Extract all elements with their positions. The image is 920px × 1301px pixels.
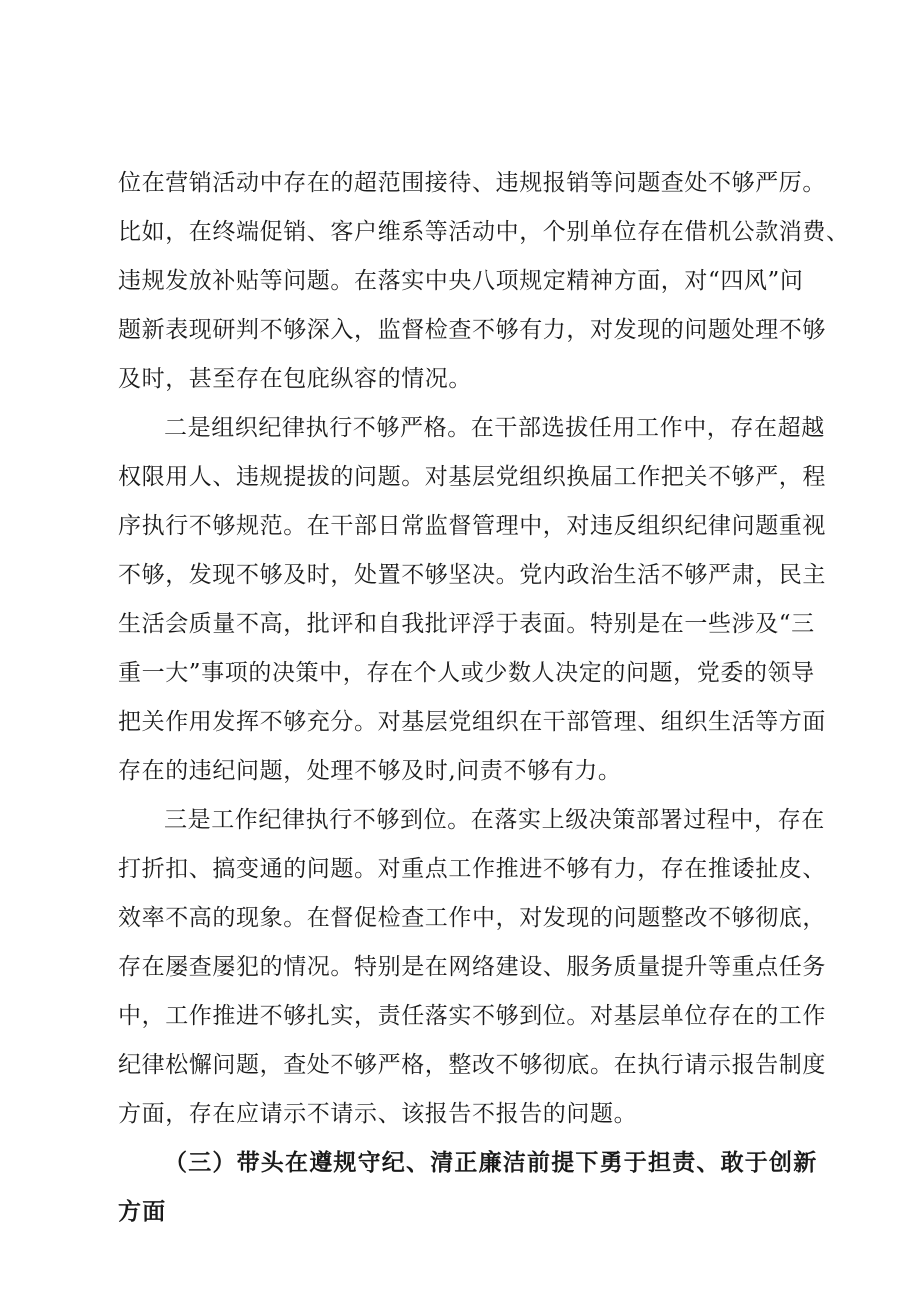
text-line: 存在屡查屡犯的情况。特别是在网络建设、服务质量提升等重点任务 xyxy=(118,954,826,980)
text-line: 比如，在终端促销、客户维系等活动中，个别单位存在借机公款消费、 xyxy=(118,219,850,245)
text-line: 纪律松懈问题，查处不够严格，整改不够彻底。在执行请示报告制度 xyxy=(118,1052,826,1078)
text-line: 存在的违纪问题，处理不够及时,问责不够有力。 xyxy=(118,758,622,784)
text-line: 方面，存在应请示不请示、该报告不报告的问题。 xyxy=(118,1101,638,1127)
text-line: 不够，发现不够及时，处置不够坚决。党内政治生活不够严肃，民主 xyxy=(118,562,826,588)
section-heading-line: 方面 xyxy=(118,1198,167,1225)
text-line: 题新表现研判不够深入，监督检查不够有力，对发现的问题处理不够 xyxy=(118,317,826,343)
text-line: 生活会质量不高，批评和自我批评浮于表面。特别是在一些涉及“三 xyxy=(118,611,815,637)
text-line: 及时，甚至存在包庇纵容的情况。 xyxy=(118,366,472,392)
text-line: 把关作用发挥不够充分。对基层党组织在干部管理、组织生活等方面 xyxy=(118,709,826,735)
section-heading-line: （三）带头在遵规守纪、清正廉洁前提下勇于担责、敢于创新 xyxy=(164,1149,818,1176)
text-line: 打折扣、搞变通的问题。对重点工作推进不够有力，存在推诿扯皮、 xyxy=(118,856,826,882)
text-line: 序执行不够规范。在干部日常监督管理中，对违反组织纪律问题重视 xyxy=(118,513,826,539)
text-line: 中，工作推进不够扎实，责任落实不够到位。对基层单位存在的工作 xyxy=(118,1003,826,1029)
text-line: 权限用人、违规提拔的问题。对基层党组织换届工作把关不够严，程 xyxy=(118,464,826,490)
text-line: 效率不高的现象。在督促检查工作中，对发现的问题整改不够彻底， xyxy=(118,905,826,931)
paragraph-start-line: 二是组织纪律执行不够严格。在干部选拔任用工作中，存在超越 xyxy=(164,415,825,441)
text-line: 违规发放补贴等问题。在落实中央八项规定精神方面，对“四风”问 xyxy=(118,268,804,294)
paragraph-start-line: 三是工作纪律执行不够到位。在落实上级决策部署过程中，存在 xyxy=(164,807,825,833)
text-line: 重一大”事项的决策中，存在个人或少数人决定的问题，党委的领导 xyxy=(118,660,815,686)
text-line: 位在营销活动中存在的超范围接待、违规报销等问题查处不够严厉。 xyxy=(118,170,826,196)
